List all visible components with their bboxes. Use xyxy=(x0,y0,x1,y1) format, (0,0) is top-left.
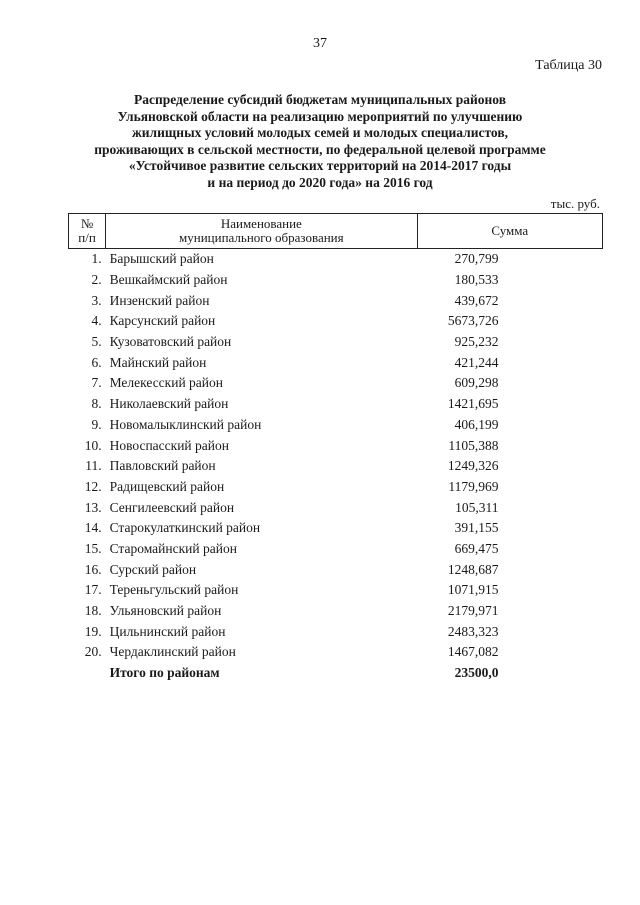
header-name-line1: Наименование xyxy=(220,216,302,231)
row-district-name: Карсунский район xyxy=(109,313,216,329)
row-number: 12. xyxy=(84,478,102,494)
row-sum: 1179,969 xyxy=(448,478,499,494)
row-number: 7. xyxy=(91,375,102,391)
units-label: тыс. руб. xyxy=(550,196,600,211)
title-line: Распределение субсидий бюджетам муниципальных районов xyxy=(133,92,507,107)
row-number: 14. xyxy=(84,520,102,536)
row-number: 18. xyxy=(84,603,102,619)
table-row xyxy=(69,332,603,353)
title-line: Ульяновской области на реализацию мероприятий по улучшению xyxy=(117,108,523,124)
title-line: «Устойчивое развитие сельских территорий на 2014-2017 годы xyxy=(128,158,512,173)
row-number: 6. xyxy=(91,354,102,370)
row-district-name: Барышский район xyxy=(109,251,214,267)
header-sum: Сумма xyxy=(417,214,602,249)
row-sum: 439,672 xyxy=(454,292,499,308)
row-district-name: Кузоватовский район xyxy=(109,334,232,350)
row-district-name: Цильнинский район xyxy=(109,623,226,639)
total-sum: 23500,0 xyxy=(454,665,499,681)
table-row xyxy=(69,477,603,498)
header-num-line1: № xyxy=(80,216,94,231)
row-sum: 1071,915 xyxy=(447,582,499,598)
row-sum: 925,232 xyxy=(454,334,499,350)
row-district-name: Новоспасский район xyxy=(109,437,229,453)
row-number: 4. xyxy=(91,313,102,329)
row-district-name: Старокулаткинский район xyxy=(109,520,261,536)
table-row xyxy=(69,456,603,477)
table-row xyxy=(69,270,603,291)
page-number: 37 xyxy=(313,36,327,51)
row-district-name: Инзенский район xyxy=(109,292,210,308)
title-line: проживающих в сельской местности, по федеральной целевой программе xyxy=(94,141,546,157)
header-num xyxy=(69,214,106,249)
row-district-name: Сурский район xyxy=(109,561,197,577)
row-number: 17. xyxy=(84,582,102,598)
row-sum: 391,155 xyxy=(454,520,499,536)
table-row xyxy=(69,435,603,456)
table-row xyxy=(69,559,603,580)
table-caption: Таблица 30 xyxy=(535,58,602,73)
title-line: и на период до 2020 года» на 2016 год xyxy=(207,174,433,190)
total-row xyxy=(69,663,603,684)
row-number: 19. xyxy=(84,623,102,639)
subsidy-table xyxy=(68,213,603,683)
row-sum: 1249,326 xyxy=(447,458,499,474)
row-district-name: Вешкаймский район xyxy=(109,272,228,288)
row-sum: 609,298 xyxy=(454,375,499,391)
row-sum: 669,475 xyxy=(454,540,499,556)
row-number: 8. xyxy=(91,396,102,412)
header-name xyxy=(106,214,417,249)
row-district-name: Майнский район xyxy=(109,354,207,370)
row-sum: 1467,082 xyxy=(447,644,499,660)
table-row xyxy=(69,415,603,436)
row-sum: 1105,388 xyxy=(448,437,499,453)
table-row xyxy=(69,621,603,642)
row-sum: 2179,971 xyxy=(447,603,499,619)
row-district-name: Тереньгульский район xyxy=(109,582,239,598)
row-district-name: Николаевский район xyxy=(109,396,229,412)
row-sum: 1421,695 xyxy=(447,396,499,412)
table-row xyxy=(69,311,603,332)
row-number: 1. xyxy=(91,251,102,267)
row-number: 15. xyxy=(84,540,102,556)
header-name-line2: муниципального образования xyxy=(179,230,344,245)
row-number: 10. xyxy=(84,437,102,453)
row-district-name: Радищевский район xyxy=(109,478,225,494)
table-row xyxy=(69,290,603,311)
row-sum: 421,244 xyxy=(454,354,499,370)
row-number: 9. xyxy=(91,416,102,432)
row-sum: 5673,726 xyxy=(447,313,499,329)
row-number: 2. xyxy=(91,272,102,288)
table-header-row xyxy=(69,214,603,249)
row-number: 20. xyxy=(84,644,102,660)
row-district-name: Чердаклинский район xyxy=(109,644,236,660)
total-number-cell xyxy=(69,663,106,684)
total-label: Итого по районам xyxy=(109,665,220,681)
table-row xyxy=(69,249,603,270)
row-sum: 180,533 xyxy=(454,272,499,288)
row-district-name: Новомалыклинский район xyxy=(109,416,262,432)
row-district-name: Ульяновский район xyxy=(109,603,222,619)
row-district-name: Мелекесский район xyxy=(109,375,223,391)
table-row xyxy=(69,394,603,415)
row-number: 13. xyxy=(84,499,102,515)
row-number: 11. xyxy=(85,458,102,474)
table-row xyxy=(69,352,603,373)
row-district-name: Старомайнский район xyxy=(109,540,237,556)
table-row xyxy=(69,497,603,518)
row-number: 5. xyxy=(91,334,102,350)
row-district-name: Сенгилеевский район xyxy=(109,499,235,515)
row-sum: 270,799 xyxy=(454,251,499,267)
row-sum: 1248,687 xyxy=(447,561,499,577)
table-row xyxy=(69,601,603,622)
table-row xyxy=(69,539,603,560)
row-sum: 105,311 xyxy=(455,499,499,515)
row-number: 3. xyxy=(91,292,102,308)
table-row xyxy=(69,373,603,394)
row-district-name: Павловский район xyxy=(109,458,216,474)
table-row xyxy=(69,580,603,601)
document-title xyxy=(60,92,580,191)
title-line: жилищных условий молодых семей и молодых специалистов, xyxy=(131,125,509,140)
row-sum: 2483,323 xyxy=(447,623,499,639)
row-number: 16. xyxy=(84,561,102,577)
header-num-line2: п/п xyxy=(78,230,96,245)
table-row xyxy=(69,642,603,663)
table-row xyxy=(69,518,603,539)
row-sum: 406,199 xyxy=(454,416,499,432)
